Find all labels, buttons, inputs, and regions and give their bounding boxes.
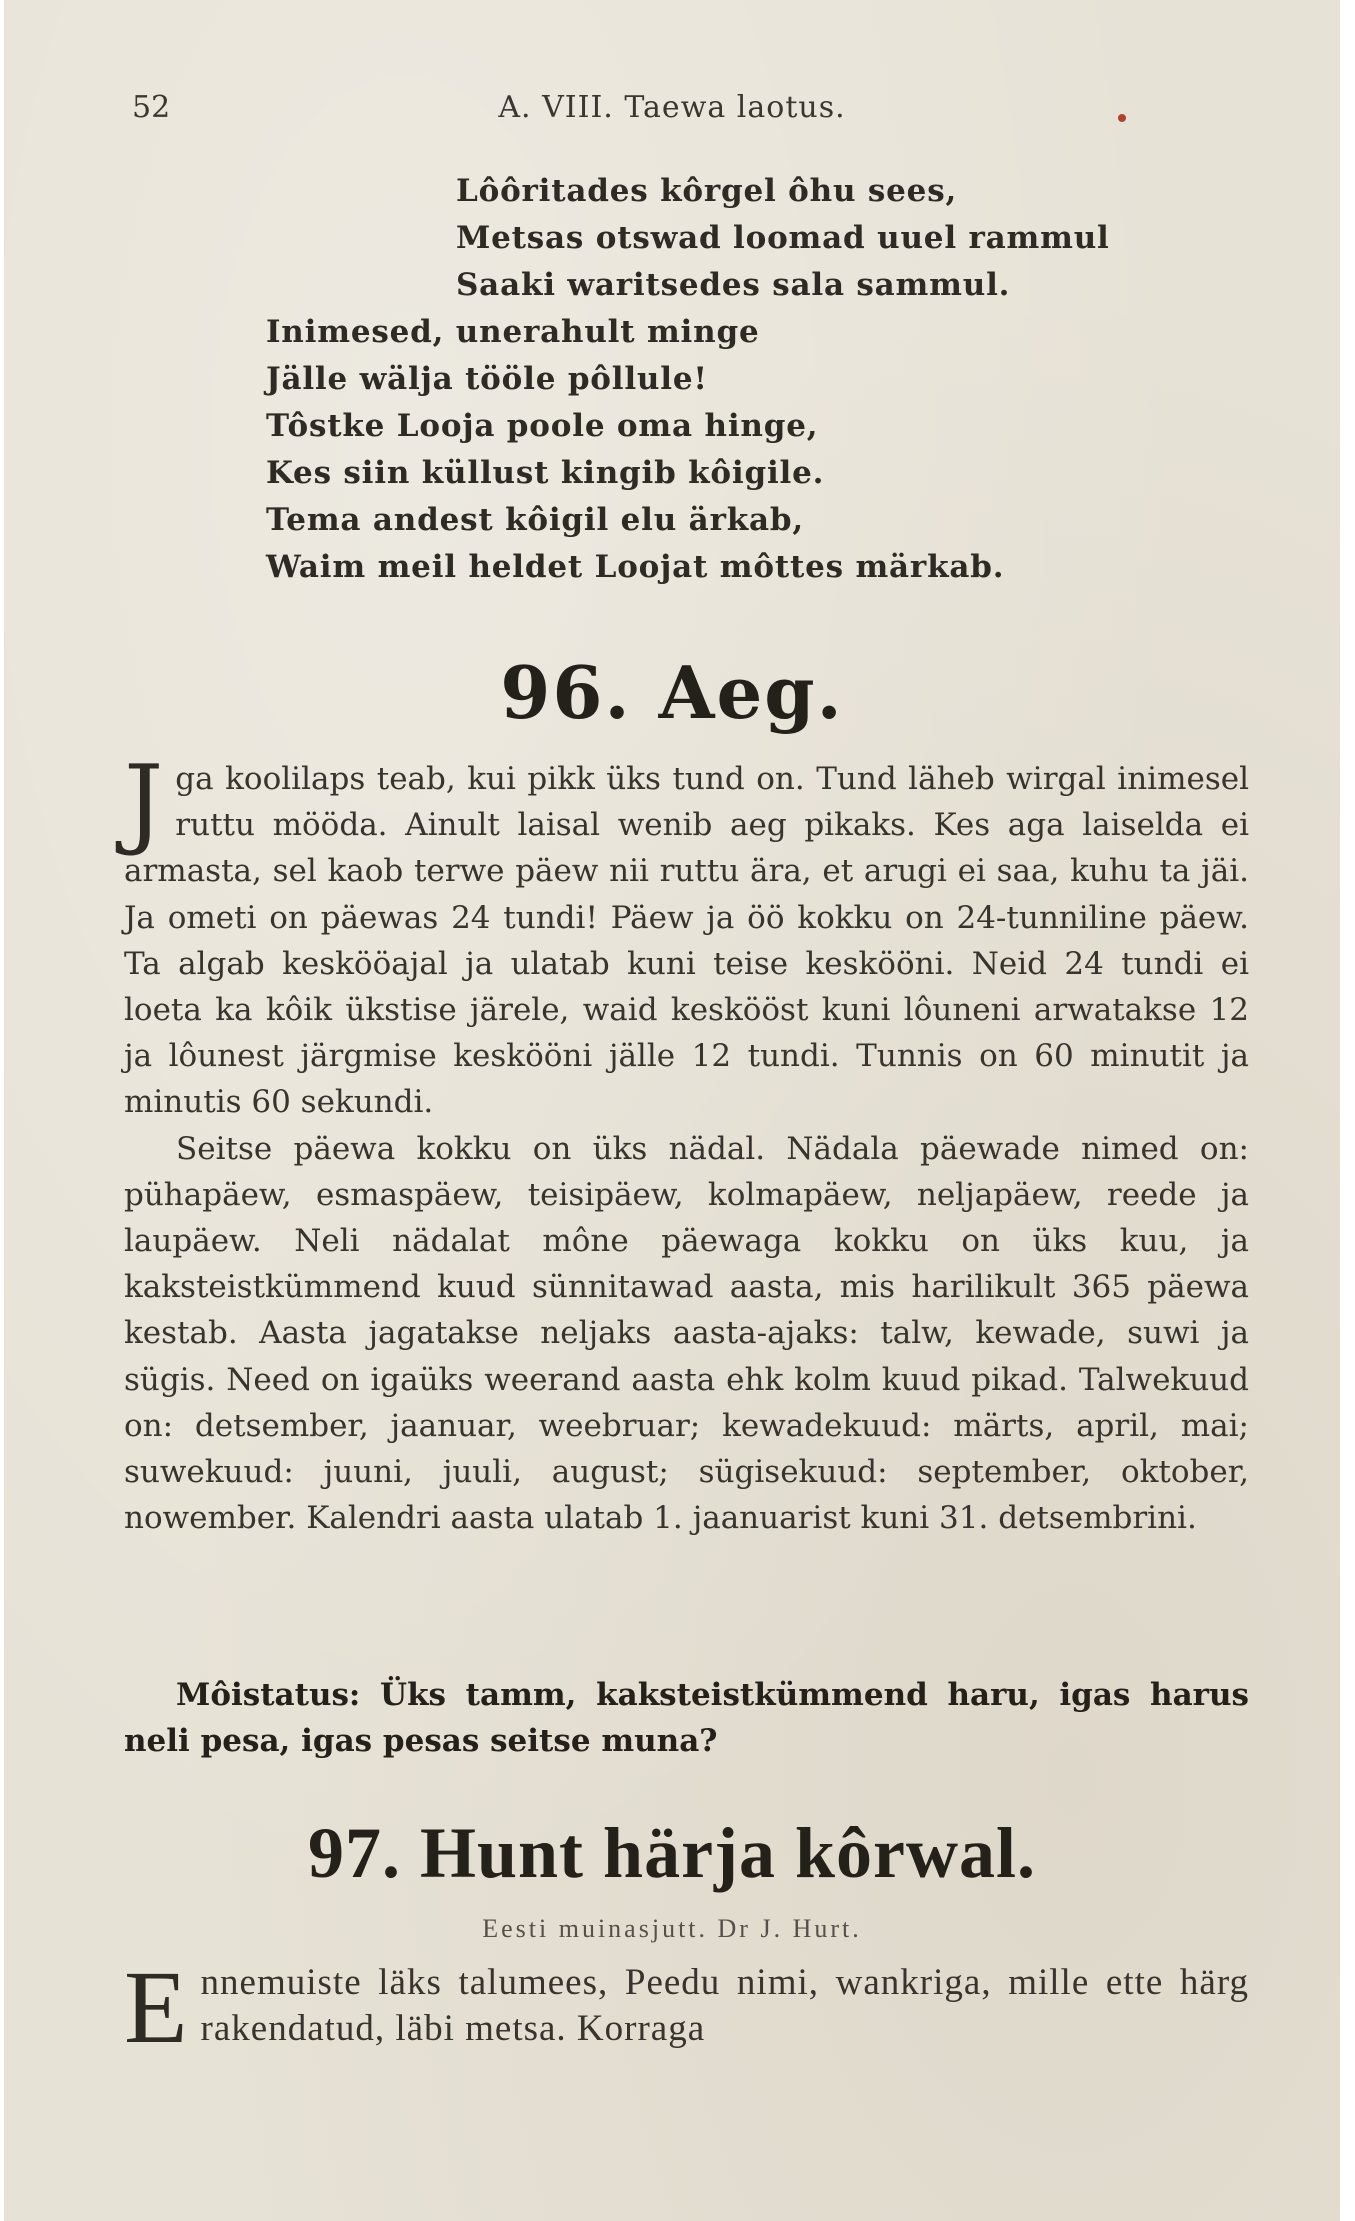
riddle: Môistatus: Üks tamm, kaksteistkümmend haru, igas harus neli pesa, igas pesas seitse muna? [124,1677,1249,1759]
drop-cap: E [124,1950,189,2065]
paragraph [124,745,1249,1126]
paragraph-text: nnemuiste läks talumees, Peedu nimi, wankriga, mille ette härg rakendatud, läbi metsa. Korraga [200,1962,1249,2049]
poem-line: Tema andest kôigil elu ärkab, [266,502,804,538]
section-97-body [124,1950,1249,2065]
section-title-97: 97. Hunt härja kôrwal. [307,1813,1037,1893]
paragraph-text: ga koolilaps teab, kui pikk üks tund on. Tund läheb wirgal inimesel ruttu mööda. Ainult laisal wenib aeg pikaks. Kes aga laiselda ei armasta, sel kaob terwe päew nii ruttu ära, et arugi ei saa, kuhu ta jäi. Ja ometi on päewas 24 tundi! Päew ja öö kokku on 24-tunniline päew. Ta algab keskööajal ja ulatab kuni teise keskööni. Neid 24 tundi ei loeta ka kôik ükstise järele, waid keskööst kuni lôuneni arwatakse 12 ja lôunest järgmise keskööni jälle 12 tundi. Tunnis on 60 minutit ja minutis 60 sekundi. [124,761,1249,1121]
page-header [4,82,1340,132]
paragraph: Seitse päewa kokku on üks nädal. Nädala päewade nimed on: pühapäew, esmaspäew, teisipäew, kolmapäew, neljapäew, reede ja laupäew. Neli nädalat mône päewaga kokku on üks kuu, ja kaksteistkümmend kuud sünnitawad aasta, mis harilikult 365 päewa kestab. Aasta jagatakse neljaks aasta-ajaks: talw, kewade, suwi ja sügis. Need on igaüks weerand aasta ehk kolm kuud pikad. Talwekuud on: detsember, jaanuar, weebruar; kewadekuud: märts, april, mai; suwekuud: juuni, juuli, august; sügisekuud: september, oktober, nowember. Kalendri aasta ulatab 1. jaanuarist kuni 31. detsembrini. [124,1130,1249,1537]
book-page [4,0,1340,2221]
paragraph [124,1950,1249,2065]
poem-line: Kes siin küllust kingib kôigile. [266,455,825,491]
page-number: 52 [132,90,171,125]
running-head: A. VIII. Taewa laotus. [498,90,846,125]
poem-line: Inimesed, unerahult minge [266,314,760,350]
poem-line: Metsas otswad loomad uuel rammul [456,220,1110,256]
poem-line: Tôstke Looja poole oma hinge, [266,408,819,444]
poem-stanza [266,168,1166,591]
section-96-body [124,745,1249,1541]
poem-line: Lôôritades kôrgel ôhu sees, [456,173,958,209]
poem-line: Saaki waritsedes sala sammul. [456,267,1011,303]
section-title-96: 96. Aeg. [500,650,844,735]
drop-cap: J [124,745,164,859]
poem-line: Jälle wälja tööle pôllule! [266,361,708,397]
poem-line: Waim meil heldet Loojat môttes märkab. [266,549,1005,585]
section-subtitle: Eesti muinasjutt. Dr J. Hurt. [482,1914,862,1943]
